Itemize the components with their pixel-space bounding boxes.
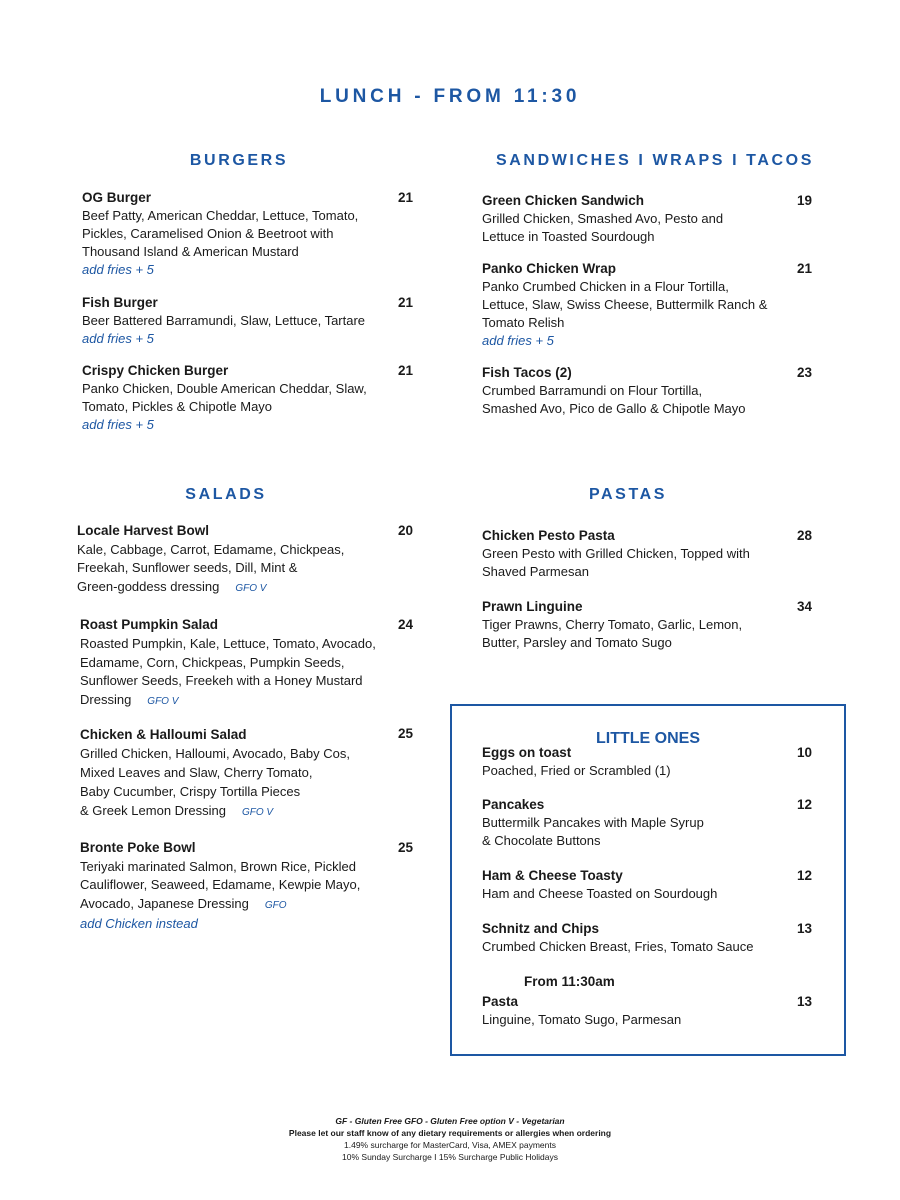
section-title-pastas: PASTAS [588, 486, 668, 503]
item-desc: & Greek Lemon Dressing [80, 803, 226, 818]
allergy-notice: Please let our staff know of any dietary requirements or allergies when ordering [288, 1128, 612, 1138]
section-title-salads: SALADS [185, 486, 267, 503]
page-title: LUNCH - FROM 11:30 [319, 86, 581, 107]
menu-item-pancakes [482, 796, 782, 850]
item-name: Eggs on toast [482, 745, 572, 760]
item-note: add fries + 5 [82, 262, 154, 277]
item-desc: Crumbed Chicken Breast, Fries, Tomato Sauce [482, 939, 754, 954]
item-desc: Panko Chicken, Double American Cheddar, Slaw, [82, 381, 367, 396]
menu-item-schnitz-and-chips [482, 920, 782, 956]
item-price: 23 [797, 365, 813, 380]
item-note: add Chicken instead [80, 916, 198, 931]
item-desc: Poached, Fried or Scrambled (1) [482, 763, 671, 778]
item-price: 19 [797, 193, 813, 208]
item-desc: Butter, Parsley and Tomato Sugo [482, 635, 672, 650]
item-desc: Avocado, Japanese Dressing [80, 895, 249, 911]
item-note: add fries + 5 [82, 417, 154, 432]
item-name: Green Chicken Sandwich [482, 193, 645, 208]
dietary-tag: GFO V [235, 582, 267, 594]
dietary-legend: GF - Gluten Free GFO - Gluten Free option V - Vegetarian [335, 1116, 565, 1126]
item-note: add fries + 5 [482, 333, 554, 348]
item-name: Pancakes [482, 797, 545, 812]
item-desc: Tiger Prawns, Cherry Tomato, Garlic, Lemon, [482, 617, 743, 632]
item-desc: Shaved Parmesan [482, 564, 589, 579]
item-desc: Crumbed Barramundi on Flour Tortilla, [482, 383, 703, 398]
item-price: 13 [797, 994, 813, 1009]
item-desc: Beef Patty, American Cheddar, Lettuce, Tomato, [82, 208, 359, 223]
item-desc: Pickles, Caramelised Onion & Beetroot with [82, 226, 334, 241]
item-price: 12 [797, 797, 813, 812]
item-price: 25 [398, 840, 414, 855]
item-price: 21 [398, 363, 414, 378]
section-title-little-ones: LITTLE ONES [596, 730, 700, 747]
item-desc: Teriyaki marinated Salmon, Brown Rice, Pickled [80, 858, 356, 874]
menu-item-bronte-poke-bowl [80, 839, 398, 934]
item-name: OG Burger [82, 190, 152, 205]
menu-item-crispy-chicken-burger [82, 362, 392, 434]
menu-item-prawn-linguine [482, 598, 792, 652]
menu-item-og-burger [82, 189, 392, 279]
item-price: 25 [398, 726, 414, 741]
card-surcharge-note: 1.49% surcharge for MasterCard, Visa, AMEX payments [344, 1140, 556, 1150]
item-desc: Edamame, Corn, Chickpeas, Pumpkin Seeds, [80, 654, 345, 670]
dietary-tag: GFO [264, 899, 287, 911]
availability-label: From 11:30am [524, 974, 615, 989]
item-desc: Dressing [80, 692, 132, 708]
item-desc: Ham and Cheese Toasted on Sourdough [482, 886, 718, 901]
item-name: Prawn Linguine [482, 599, 583, 614]
menu-item-kids-pasta [482, 993, 782, 1029]
item-note: add fries + 5 [82, 331, 154, 346]
item-desc: Lettuce, Slaw, Swiss Cheese, Buttermilk Ranch & [482, 297, 768, 312]
item-name: Fish Burger [82, 295, 158, 310]
item-price: 10 [797, 745, 813, 760]
menu-item-chicken-halloumi-salad [80, 725, 398, 822]
item-desc: Green-goddess dressing [77, 578, 220, 594]
item-name: Roast Pumpkin Salad [80, 617, 219, 632]
item-desc: Tomato Relish [482, 315, 565, 330]
item-desc: Baby Cucumber, Crispy Tortilla Pieces [80, 784, 301, 799]
item-name: Fish Tacos (2) [482, 365, 572, 380]
menu-item-fish-tacos [482, 364, 792, 418]
item-name: Chicken & Halloumi Salad [80, 727, 247, 742]
item-desc: Smashed Avo, Pico de Gallo & Chipotle Mayo [482, 401, 746, 416]
menu-item-panko-chicken-wrap [482, 260, 794, 350]
item-price: 20 [398, 523, 414, 538]
item-desc: Buttermilk Pancakes with Maple Syrup [482, 815, 704, 830]
menu-item-eggs-on-toast [482, 744, 782, 780]
section-title-sandwiches: SANDWICHES I WRAPS I TACOS [496, 152, 814, 169]
menu-item-roast-pumpkin-salad [80, 616, 398, 712]
item-desc: Sunflower Seeds, Freekeh with a Honey Mustard [80, 673, 363, 689]
footer-notes [0, 1115, 900, 1163]
item-price: 21 [398, 295, 414, 310]
item-name: Bronte Poke Bowl [80, 840, 196, 855]
menu-item-ham-cheese-toasty [482, 867, 782, 903]
item-price: 34 [797, 599, 813, 614]
item-name: Schnitz and Chips [482, 921, 600, 936]
item-desc: Lettuce in Toasted Sourdough [482, 229, 655, 244]
item-desc: Freekah, Sunflower seeds, Dill, Mint & [77, 560, 298, 575]
item-price: 13 [797, 921, 813, 936]
item-desc: Linguine, Tomato Sugo, Parmesan [482, 1012, 682, 1027]
item-desc: Beer Battered Barramundi, Slaw, Lettuce, Tartare [82, 313, 366, 328]
item-desc: Thousand Island & American Mustard [82, 244, 299, 259]
item-desc: Mixed Leaves and Slaw, Cherry Tomato, [80, 765, 313, 780]
item-price: 21 [797, 261, 813, 276]
item-price: 12 [797, 868, 813, 883]
item-price: 28 [797, 528, 813, 543]
item-name: Crispy Chicken Burger [82, 363, 229, 378]
menu-item-fish-burger [82, 294, 392, 348]
dietary-tag: GFO V [241, 807, 274, 818]
menu-item-locale-harvest-bowl [77, 522, 395, 598]
holiday-surcharge-note: 10% Sunday Surcharge I 15% Surcharge Public Holidays [342, 1152, 558, 1162]
menu-item-chicken-pesto-pasta [482, 527, 792, 581]
item-name: Locale Harvest Bowl [77, 523, 210, 538]
item-desc: Cauliflower, Seaweed, Edamame, Kewpie Mayo, [80, 877, 361, 892]
item-price: 24 [398, 617, 414, 632]
dietary-tag: GFO V [147, 696, 179, 708]
item-desc: Tomato, Pickles & Chipotle Mayo [82, 399, 273, 414]
item-desc: Grilled Chicken, Smashed Avo, Pesto and [482, 211, 724, 226]
item-name: Panko Chicken Wrap [482, 261, 617, 276]
item-desc: Green Pesto with Grilled Chicken, Topped with [482, 546, 750, 561]
item-name: Ham & Cheese Toasty [482, 868, 623, 883]
item-desc: Roasted Pumpkin, Kale, Lettuce, Tomato, Avocado, [80, 635, 376, 651]
item-desc: Panko Crumbed Chicken in a Flour Tortilla, [482, 279, 729, 294]
item-desc: & Chocolate Buttons [482, 833, 601, 848]
section-title-burgers: BURGERS [189, 152, 289, 169]
item-name: Pasta [482, 994, 519, 1009]
item-desc: Kale, Cabbage, Carrot, Edamame, Chickpeas, [77, 541, 345, 557]
item-name: Chicken Pesto Pasta [482, 528, 615, 543]
item-desc: Grilled Chicken, Halloumi, Avocado, Baby Cos, [80, 746, 350, 761]
item-price: 21 [398, 190, 414, 205]
menu-item-green-chicken-sandwich [482, 192, 792, 246]
